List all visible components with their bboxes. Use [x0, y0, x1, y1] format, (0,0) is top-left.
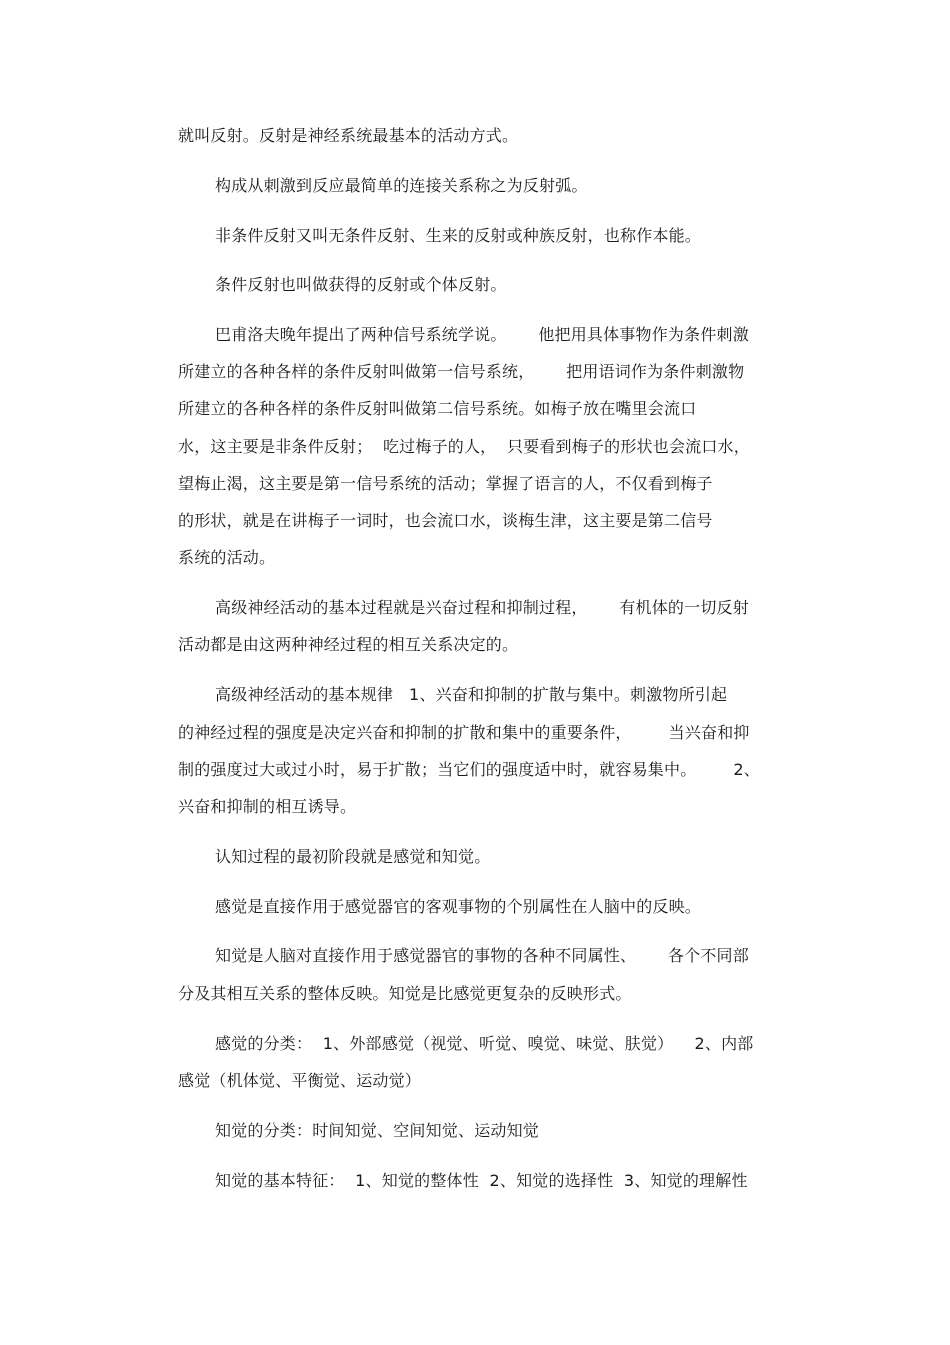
text-line: 制的强度过大或过小时，易于扩散；当它们的强度适中时，就容易集中。 2、: [178, 760, 760, 779]
text-line: 感觉（机体觉、平衡觉、运动觉）: [178, 1071, 422, 1090]
text-line: 兴奋和抑制的相互诱导。: [178, 797, 357, 816]
text-line: 高级神经活动的基本过程就是兴奋过程和抑制过程， 有机体的一切反射: [215, 598, 749, 617]
text-line: 高级神经活动的基本规律 1、兴奋和抑制的扩散与集中。刺激物所引起: [215, 685, 728, 704]
text-line: 活动都是由这两种神经过程的相互关系决定的。: [178, 635, 519, 654]
text-line: 水，这主要是非条件反射； 吃过梅子的人， 只要看到梅子的形状也会流口水，: [178, 437, 750, 456]
text-line: 知觉是人脑对直接作用于感觉器官的事物的各种不同属性、 各个不同部: [215, 946, 749, 965]
text-line: 望梅止渴，这主要是第一信号系统的活动；掌握了语言的人，不仅看到梅子: [178, 474, 713, 493]
text-line: 巴甫洛夫晚年提出了两种信号系统学说。 他把用具体事物作为条件刺激: [215, 325, 749, 344]
text-line: 知觉的基本特征： 1、知觉的整体性 2、知觉的选择性 3、知觉的理解性: [215, 1171, 748, 1190]
text-line: 感觉是直接作用于感觉器官的客观事物的个别属性在人脑中的反映。: [215, 897, 702, 916]
text-line: 分及其相互关系的整体反映。知觉是比感觉更复杂的反映形式。: [178, 984, 632, 1003]
text-line: 就叫反射。反射是神经系统最基本的活动方式。: [178, 126, 519, 145]
text-line: 的神经过程的强度是决定兴奋和抑制的扩散和集中的重要条件， 当兴奋和抑: [178, 723, 750, 742]
text-line: 所建立的各种各样的条件反射叫做第一信号系统， 把用语词作为条件刺激物: [178, 362, 745, 381]
text-line: 非条件反射又叫无条件反射、生来的反射或种族反射，也称作本能。: [215, 226, 702, 245]
text-line: 构成从刺激到反应最简单的连接关系称之为反射弧。: [215, 176, 588, 195]
text-line: 所建立的各种各样的条件反射叫做第二信号系统。如梅子放在嘴里会流口: [178, 399, 697, 418]
text-line: 知觉的分类：时间知觉、空间知觉、运动知觉: [215, 1121, 540, 1140]
text-line: 条件反射也叫做获得的反射或个体反射。: [215, 275, 507, 294]
text-line: 感觉的分类： 1、外部感觉（视觉、听觉、嗅觉、味觉、肤觉） 2、内部: [215, 1034, 754, 1053]
text-line: 系统的活动。: [178, 548, 276, 567]
text-line: 认知过程的最初阶段就是感觉和知觉。: [215, 847, 491, 866]
text-line: 的形状，就是在讲梅子一词时，也会流口水，谈梅生津，这主要是第二信号: [178, 511, 713, 530]
